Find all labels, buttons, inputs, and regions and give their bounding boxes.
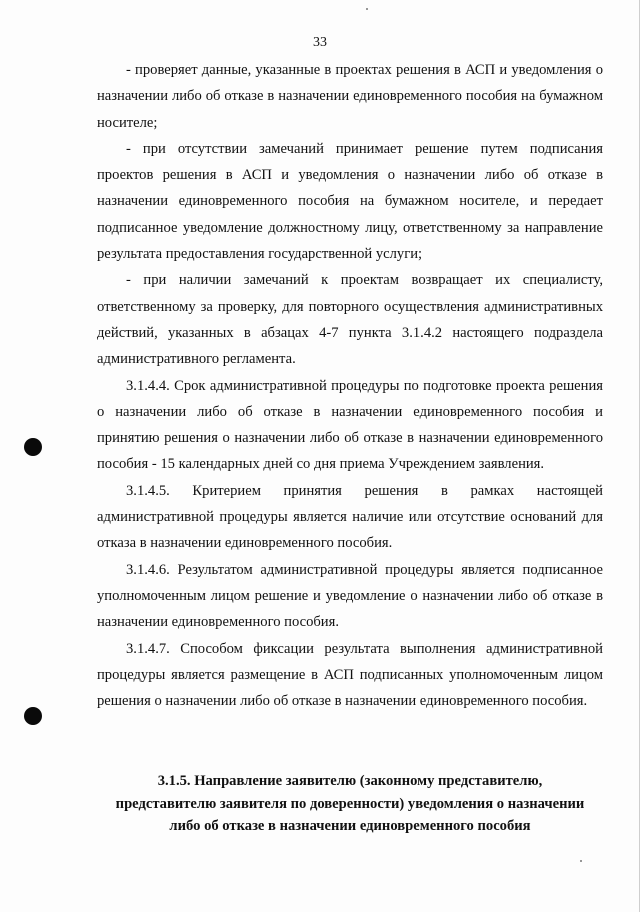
body-text [97, 57, 603, 714]
paragraph-3-1-4-7: 3.1.4.7. Способом фиксации результата выполнения административной процедуры является размещение в АСП подписанных уполномоченным лицом решения о назначении либо об отказе в назначении единовременного пособия. [97, 640, 603, 710]
paragraph-check-data: - проверяет данные, указанные в проектах решения в АСП и уведомления о назначении либо об отказе в назначении единовременного пособия на бумажном носителе; [97, 62, 603, 131]
paragraph-3-1-4-6: 3.1.4.6. Результатом административной процедуры является подписанное уполномоченным лицом решение и уведомление о назначении либо об отказе в назначении единовременного пособия. [97, 561, 603, 631]
paragraph-with-remarks: - при наличии замечаний к проектам возвращает их специалисту, ответственному за проверку, для повторного осуществления административных действий, указанных в абзацах 4-7 пункта 3.1.4.2 настоящего подраздела административного регламента. [97, 272, 603, 368]
punch-hole-mark [24, 707, 42, 725]
scan-speck [366, 8, 368, 10]
paragraph-3-1-4-4: 3.1.4.4. Срок административной процедуры по подготовке проекта решения о назначении либо об отказе в назначении единовременного пособия и принятию решения о назначении либо об отказе в назначении единовременного пособия - 15 календарных дней со дня приема Учреждением заявления. [97, 377, 603, 473]
punch-hole-mark [24, 438, 42, 456]
heading-line: представителю заявителя по доверенности) уведомления о назначении [115, 795, 585, 812]
section-heading-3-1-5 [97, 770, 603, 838]
paragraph-no-remarks: - при отсутствии замечаний принимает решение путем подписания проектов решения в АСП и уведомления о назначении либо об отказе в назначении единовременного пособия на бумажном носителе, и передает подписанное уведомление должностному лицу, ответственному за направление результата предоставления государственной услуги; [97, 140, 603, 263]
page-number: 33 [313, 35, 327, 50]
heading-line: 3.1.5. Направление заявителю (законному представителю, [157, 773, 543, 789]
paragraph-3-1-4-5: 3.1.4.5. Критерием принятия решения в рамках настоящей административной процедуры является наличие или отсутствие оснований для отказа в назначении единовременного пособия. [97, 482, 603, 552]
heading-line: либо об отказе в назначении единовременного пособия [169, 818, 531, 834]
scan-speck [580, 860, 582, 862]
